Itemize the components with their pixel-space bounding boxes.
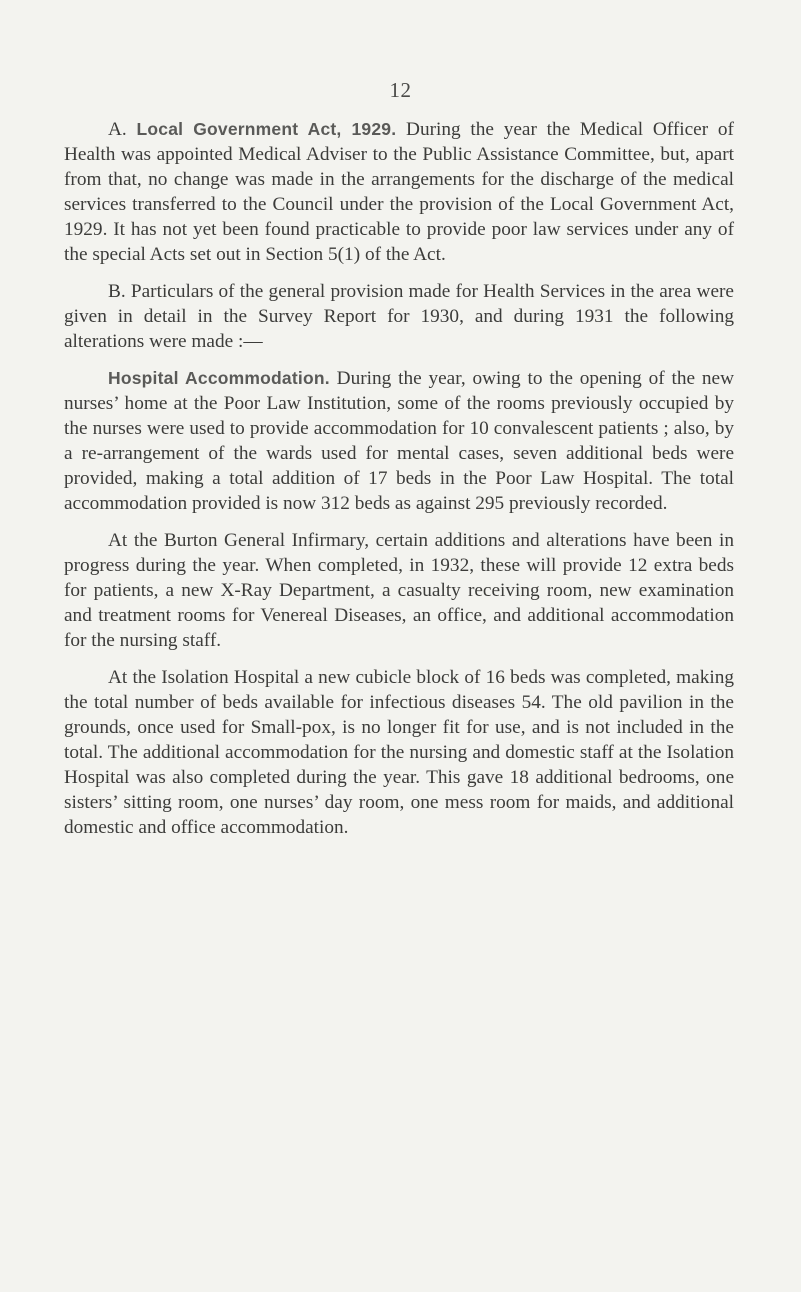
paragraph-isolation-hospital <box>64 665 734 840</box>
text-column <box>64 117 734 840</box>
paragraph-burton-infirmary <box>64 528 734 653</box>
page-number: 12 <box>389 78 412 102</box>
paragraph-body: At the Isolation Hospital a new cubicle block of 16 beds was completed, making the total number of beds available for infectious diseases 54. The old pavilion in the grounds, once used for Small-pox, is no longer fit for use, and is not included in the total. The additional accommodation for the nursing and domestic staff at the Isolation Hospital was also completed during the year. This gave 18 additional bedrooms, one sisters’ sitting room, one nurses’ day room, one mess room for maids, and additional domestic and office accommodation. <box>64 667 734 838</box>
paragraph-body: During the year, owing to the opening of the new nurses’ home at the Poor Law Institution, some of the rooms previously occupied by the nurses were used to provide accommodation for 10 convalescent patients ; also, by a re-arrangement of the wards used for mental cases, seven additional beds were provided, making a total addition of 17 beds in the Poor Law Hospital. The total accommodation provided is now 312 beds as against 295 previously recorded. <box>64 368 735 514</box>
paragraph-body: During the year the Medical Officer of Health was appointed Medical Adviser to the Public Assistance Committee, but, apart from that, no change was made in the arrangements for the discharge of the medical services transferred to the Council under the provision of the Local Government Act, 1929. It has not yet been found practicable to provide poor law services under any of the special Acts set out in Section 5(1) of the Act. <box>64 119 734 265</box>
paragraph-hospital-accommodation <box>64 366 734 516</box>
paragraph-label: A. <box>108 119 127 140</box>
paragraph-label: B. <box>108 281 126 302</box>
section-heading: Local Government Act, 1929. <box>136 119 397 139</box>
paragraph-local-government-act <box>64 117 734 267</box>
section-heading: Hospital Accommodation. <box>108 368 330 388</box>
paragraph-body: At the Burton General Infirmary, certain additions and alterations have been in progress during the year. When completed, in 1932, these will provide 12 extra beds for patients, a new X-Ray Department, a casualty receiving room, new examination and treatment rooms for Venereal Diseases, an office, and additional accommodation for the nursing staff. <box>64 530 734 651</box>
paragraph-health-services <box>64 279 734 354</box>
paragraph-body: Particulars of the general provision made for Health Services in the area were given in detail in the Survey Report for 1930, and during 1931 the following alterations were made :— <box>64 281 734 352</box>
